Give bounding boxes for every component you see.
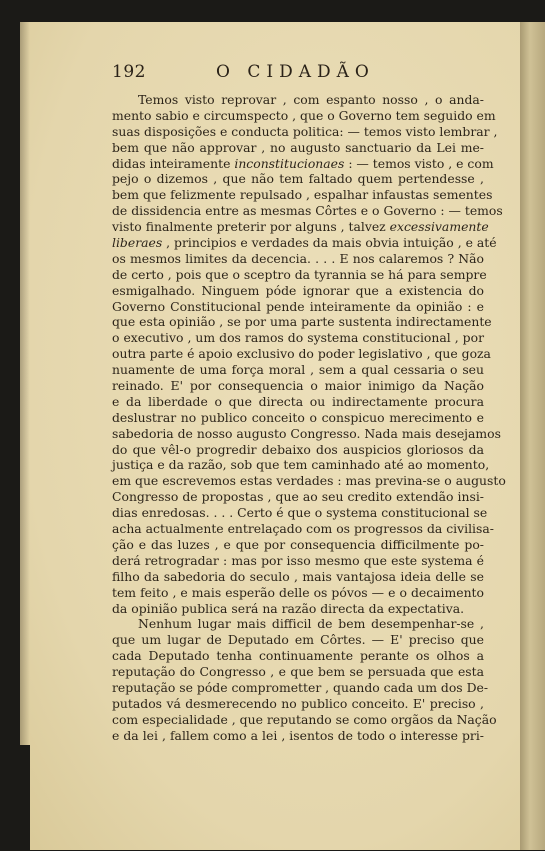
text-line: derá retrogradar : mas por isso mesmo que este systema é: [112, 552, 484, 568]
text-line: em que escrevemos estas verdades : mas previna-se o augusto: [112, 473, 506, 489]
text-line: nuamente de uma força moral , sem a qual cessaria o seu: [112, 362, 484, 378]
text-line: sabedoria de nosso augusto Congresso. Nada mais desejamos: [112, 425, 501, 441]
text-line: Temos visto reprovar , com espanto nosso , o anda-: [138, 92, 484, 107]
text-line: mento sabio e circumspecto , que o Governo tem seguido em: [112, 107, 496, 123]
body-text: [112, 92, 506, 744]
page-header: [112, 62, 472, 84]
italic-term: excessivamente: [389, 219, 489, 235]
text-line: justiça e da razão, sob que tem caminhado até ao momento,: [112, 457, 490, 473]
text-line: deslustrar no publico conceito o conspicuo merecimento e: [112, 409, 484, 425]
text-line: reinado. E' por consequencia o maior inimigo da Nação: [112, 378, 484, 394]
text-line: do que vêl-o progredir debaixo dos auspicios gloriosos da: [112, 441, 484, 457]
text-line: esmigalhado. Ninguem póde ignorar que a existencia do: [112, 282, 484, 298]
text-line: reputação do Congresso , e que bem se persuada que esta: [112, 664, 484, 680]
text-line: tem feito , e mais esperão delle os póvos — e o decaimento: [112, 584, 484, 600]
text-line: os mesmos limites da decencia. . . . E nos calaremos ? Não: [112, 250, 484, 266]
text-line: com especialidade , que reputando se como orgãos da Nação: [112, 711, 497, 727]
page-number: 192: [112, 62, 146, 82]
text-line: o executivo , um dos ramos do systema constitucional , por: [112, 330, 484, 346]
text-line: liberaes , principios e verdades da mais obvia intuição , e até: [112, 235, 497, 251]
text-line: outra parte é apoio exclusivo do poder legislativo , que goza: [112, 346, 491, 362]
text-line: suas disposições e conducta politica: — temos visto lembrar ,: [112, 123, 498, 139]
gutter-shadow: [20, 22, 30, 850]
text-line: bem que felizmente repulsado , espalhar infaustas sementes: [112, 187, 493, 203]
text-line: dias enredosas. . . . Certo é que o systema constitucional se: [112, 505, 488, 521]
text-line: que esta opinião , se por uma parte sustenta indirectamente: [112, 314, 492, 330]
text-line: pejo o dizemos , que não tem faltado quem pertendesse ,: [112, 171, 484, 187]
text-line: e da liberdade o que directa ou indirectamente procura: [112, 393, 484, 409]
text-line: bem que não approvar , no augusto sanctuario da Lei me-: [112, 139, 484, 155]
text-line: Congresso de propostas , que ao seu credito extendão insi-: [112, 489, 484, 505]
adjacent-page-edge: [520, 22, 545, 850]
text-line: visto finalmente preterir por alguns , talvez excessivamente: [112, 219, 489, 235]
italic-term: liberaes: [112, 235, 163, 251]
text-line: Governo Constitucional pende inteiramente da opinião : e: [112, 298, 484, 314]
text-line: reputação se póde comprometter , quando cada um dos De-: [112, 679, 489, 695]
text-line: cada Deputado tenha continuamente perante os olhos a: [112, 648, 484, 664]
text-line: que um lugar de Deputado em Côrtes. — E' preciso que: [112, 632, 484, 648]
text-line: filho da sabedoria do seculo , mais vantajosa ideia delle se: [112, 568, 484, 584]
text-line: didas inteiramente inconstitucionaes : — temos visto , e com: [112, 155, 494, 171]
text-line: Nenhum lugar mais difficil de bem desempenhar-se ,: [138, 616, 484, 632]
italic-term: inconstitucionaes: [234, 155, 345, 171]
scan-background: [0, 745, 30, 851]
text-line: ção e das luzes , e que por consequencia difficilmente po-: [112, 536, 484, 552]
text-line: de dissidencia entre as mesmas Côrtes e o Governo : — temos: [112, 203, 503, 219]
text-line: acha actualmente entrelaçado com os progressos da civilisa-: [112, 521, 494, 537]
text-line: de certo , pois que o sceptro da tyrannia se há para sempre: [112, 266, 487, 282]
text-line: e da lei , fallem como a lei , isentos de todo o interesse pri-: [112, 727, 484, 743]
text-line: putados vá desmerecendo no publico conceito. E' preciso ,: [112, 695, 484, 711]
running-title: O CIDADÃO: [216, 62, 375, 82]
text-line: da opinião publica será na razão directa da expectativa.: [112, 600, 465, 616]
